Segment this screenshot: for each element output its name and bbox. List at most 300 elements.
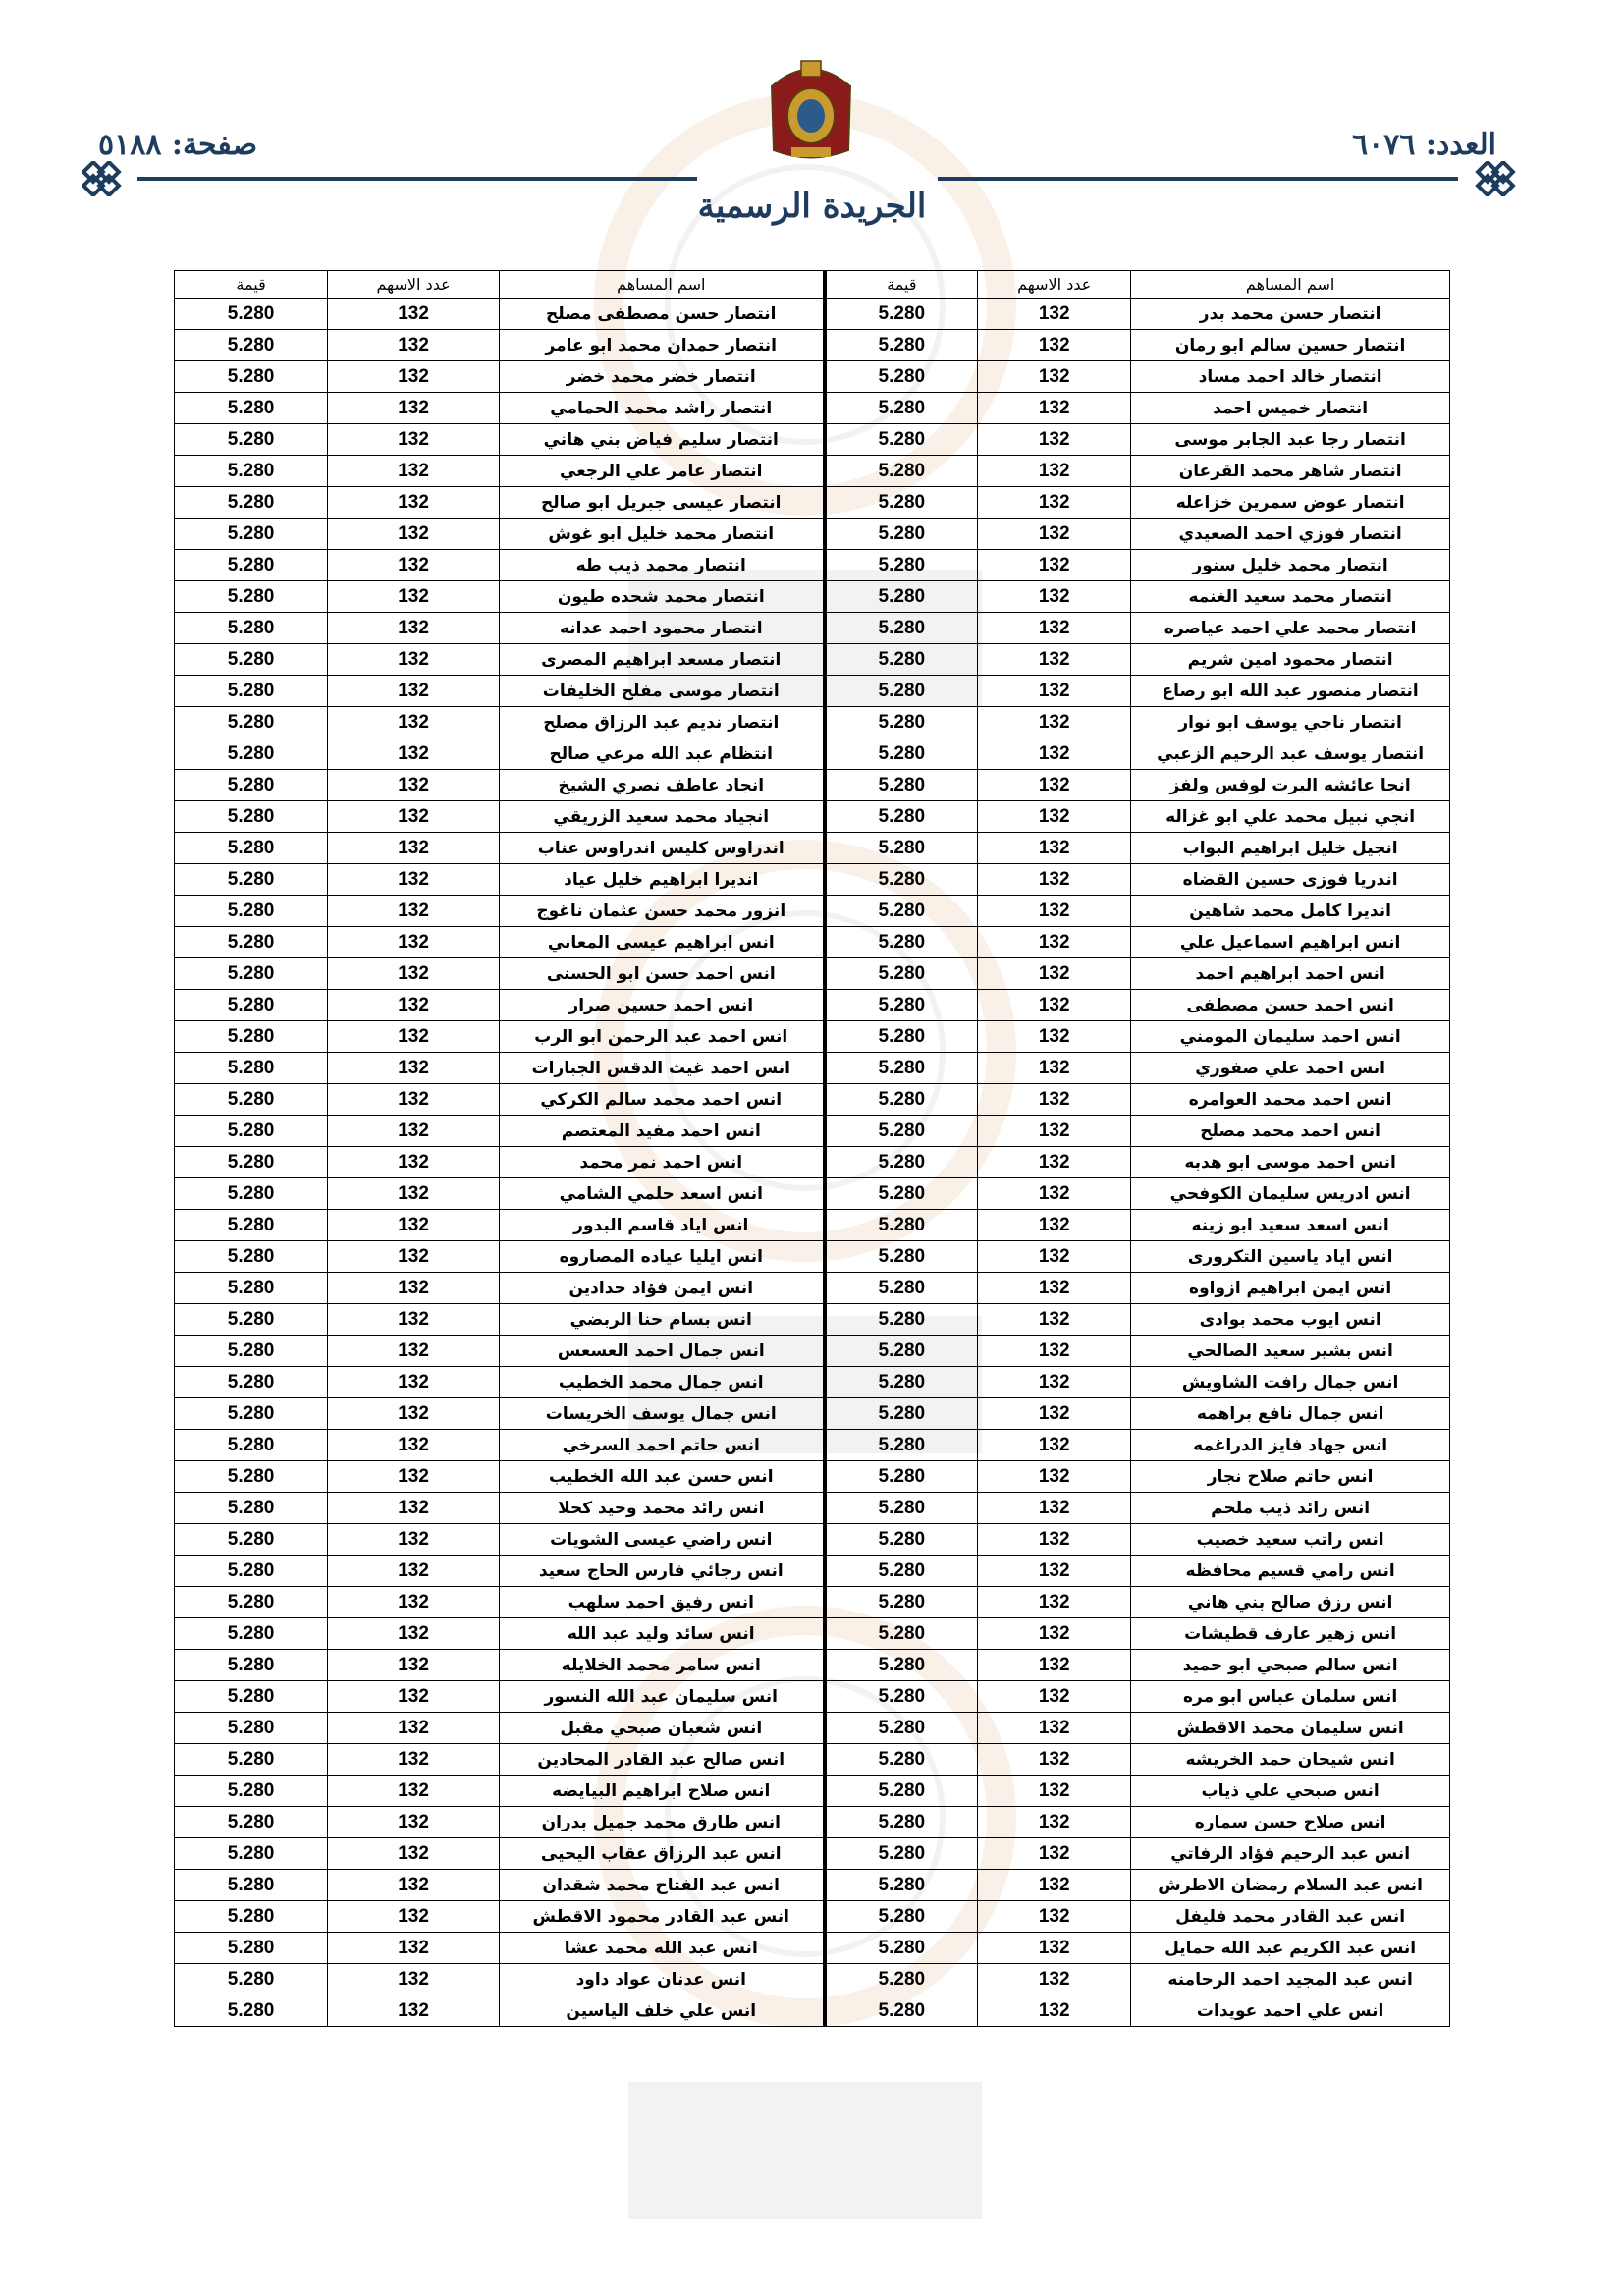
cell-name: انس احمد محمد العوامره: [1131, 1084, 1450, 1116]
cell-name: انس عبد القادر محمد فليفل: [1131, 1901, 1450, 1933]
cell-shares: 132: [978, 990, 1131, 1021]
cell-value: 5.280: [175, 1461, 328, 1493]
cell-value: 5.280: [175, 1241, 328, 1273]
cell-shares: 132: [328, 361, 500, 393]
cell-value: 5.280: [175, 1147, 328, 1178]
cell-name: انس رائد محمد وحيد كحلا: [500, 1493, 825, 1524]
table-row: [175, 738, 1450, 770]
cell-shares: 132: [978, 1304, 1131, 1336]
cell-name: انس ابراهيم اسماعيل علي: [1131, 927, 1450, 958]
cell-name: انس احمد حسين صرار: [500, 990, 825, 1021]
cell-shares: 132: [978, 1618, 1131, 1650]
table-row: [175, 550, 1450, 581]
cell-name: انس عبد الكريم عبد الله حمايل: [1131, 1933, 1450, 1964]
cell-value: 5.280: [175, 801, 328, 833]
cell-value: 5.280: [825, 1398, 978, 1430]
cell-shares: 132: [328, 1021, 500, 1053]
cell-value: 5.280: [175, 1807, 328, 1838]
table-row: [175, 770, 1450, 801]
cell-shares: 132: [328, 927, 500, 958]
table-row: [175, 1210, 1450, 1241]
cell-shares: 132: [978, 644, 1131, 676]
table-row: [175, 393, 1450, 424]
cell-shares: 132: [328, 958, 500, 990]
cell-shares: 132: [328, 770, 500, 801]
table-row: [175, 1807, 1450, 1838]
column-header-name: اسم المساهم: [500, 271, 825, 299]
table-row: [175, 487, 1450, 519]
cell-name: انتصار محمد ذيب طه: [500, 550, 825, 581]
cell-shares: 132: [978, 581, 1131, 613]
cell-shares: 132: [328, 1713, 500, 1744]
cell-shares: 132: [328, 896, 500, 927]
cell-name: انس احمد حسن مصطفى: [1131, 990, 1450, 1021]
cell-value: 5.280: [825, 1901, 978, 1933]
table-header-row: [175, 271, 1450, 299]
cell-shares: 132: [328, 1336, 500, 1367]
table-row: [175, 1838, 1450, 1870]
cell-name: انس ايمن فؤاد حدادين: [500, 1273, 825, 1304]
table-row: [175, 864, 1450, 896]
cell-name: انس احمد عبد الرحمن ابو الرب: [500, 1021, 825, 1053]
cell-value: 5.280: [825, 1273, 978, 1304]
table-row: [175, 581, 1450, 613]
cell-name: انس سلمان عباس ابو مره: [1131, 1681, 1450, 1713]
cell-value: 5.280: [825, 1430, 978, 1461]
cell-name: انس جهاد فايز الدراغمه: [1131, 1430, 1450, 1461]
cell-value: 5.280: [825, 1053, 978, 1084]
cell-value: 5.280: [825, 1933, 978, 1964]
table-row: [175, 1556, 1450, 1587]
cell-shares: 132: [978, 361, 1131, 393]
cell-value: 5.280: [825, 519, 978, 550]
cell-value: 5.280: [825, 487, 978, 519]
cell-shares: 132: [978, 1901, 1131, 1933]
table-row: [175, 1367, 1450, 1398]
cell-name: انجا عائشه البرت لوفس ولفز: [1131, 770, 1450, 801]
cell-name: انس عبد الرحيم فؤاد الرفاتي: [1131, 1838, 1450, 1870]
cell-value: 5.280: [825, 1713, 978, 1744]
cell-name: انس ادريس سليمان الكوفحي: [1131, 1178, 1450, 1210]
cell-name: انتصار مسعد ابراهيم المصرى: [500, 644, 825, 676]
cell-shares: 132: [978, 1964, 1131, 1995]
cell-name: انس اسعد حلمي الشامي: [500, 1178, 825, 1210]
cell-shares: 132: [978, 1744, 1131, 1776]
cell-value: 5.280: [175, 927, 328, 958]
table-row: [175, 1524, 1450, 1556]
cell-name: انس حاتم احمد السرخي: [500, 1430, 825, 1461]
cell-name: انس اياد ياسين التكرورى: [1131, 1241, 1450, 1273]
cell-name: انتصار محمد شحده طيون: [500, 581, 825, 613]
cell-name: انس احمد مفيد المعتصم: [500, 1116, 825, 1147]
cell-value: 5.280: [825, 1178, 978, 1210]
cell-name: انديرا كامل محمد شاهين: [1131, 896, 1450, 927]
cell-name: انس سائد وليد عبد الله: [500, 1618, 825, 1650]
cell-shares: 132: [978, 958, 1131, 990]
cell-shares: 132: [328, 1398, 500, 1430]
cell-shares: 132: [978, 833, 1131, 864]
issue-number: العدد: ٦٠٧٦: [1351, 128, 1496, 162]
cell-name: انس احمد علي صفوري: [1131, 1053, 1450, 1084]
cell-value: 5.280: [825, 330, 978, 361]
cell-shares: 132: [328, 613, 500, 644]
cell-name: انس جمال محمد الخطيب: [500, 1367, 825, 1398]
cell-name: انس راتب سعيد خصيب: [1131, 1524, 1450, 1556]
cell-shares: 132: [978, 1524, 1131, 1556]
cell-value: 5.280: [825, 1556, 978, 1587]
cell-name: انس صالح عبد القادر المحادين: [500, 1744, 825, 1776]
cell-shares: 132: [978, 1776, 1131, 1807]
table-row: [175, 1933, 1450, 1964]
cell-name: انتصار محمد سعيد الغنمه: [1131, 581, 1450, 613]
cell-shares: 132: [328, 519, 500, 550]
cell-value: 5.280: [175, 676, 328, 707]
cell-name: انس جمال نافع براهمه: [1131, 1398, 1450, 1430]
header-rule-right: [938, 177, 1458, 181]
cell-value: 5.280: [175, 393, 328, 424]
cell-value: 5.280: [175, 1587, 328, 1618]
table-row: [175, 833, 1450, 864]
table-row: [175, 1587, 1450, 1618]
cell-shares: 132: [328, 1681, 500, 1713]
cell-shares: 132: [978, 299, 1131, 330]
column-header-shares: عدد الاسهم: [328, 271, 500, 299]
cell-shares: 132: [328, 1367, 500, 1398]
table-row: [175, 1744, 1450, 1776]
cell-name: انس حسن عبد الله الخطيب: [500, 1461, 825, 1493]
table-row: [175, 1147, 1450, 1178]
cell-shares: 132: [328, 1995, 500, 2027]
cell-shares: 132: [328, 393, 500, 424]
cell-shares: 132: [328, 456, 500, 487]
cell-shares: 132: [328, 1838, 500, 1870]
cell-value: 5.280: [825, 1336, 978, 1367]
cell-value: 5.280: [175, 1210, 328, 1241]
cell-shares: 132: [978, 1241, 1131, 1273]
cell-name: انس رفيق احمد سلهب: [500, 1587, 825, 1618]
cell-value: 5.280: [175, 1524, 328, 1556]
cell-shares: 132: [328, 1210, 500, 1241]
cell-name: انجاد عاطف نصري الشيخ: [500, 770, 825, 801]
cell-value: 5.280: [825, 770, 978, 801]
cell-value: 5.280: [175, 1367, 328, 1398]
cell-shares: 132: [328, 833, 500, 864]
cell-name: انس احمد حسن ابو الحسنى: [500, 958, 825, 990]
cell-shares: 132: [328, 1147, 500, 1178]
cell-shares: 132: [978, 1021, 1131, 1053]
cell-shares: 132: [328, 1807, 500, 1838]
cell-value: 5.280: [175, 1021, 328, 1053]
column-header-name: اسم المساهم: [1131, 271, 1450, 299]
cell-shares: 132: [978, 1147, 1131, 1178]
cell-value: 5.280: [175, 581, 328, 613]
cell-shares: 132: [978, 1210, 1131, 1241]
cell-name: انتصار موسى مفلح الخليفات: [500, 676, 825, 707]
cell-shares: 132: [328, 1524, 500, 1556]
cell-name: انس عبد السلام رمضان الاطرش: [1131, 1870, 1450, 1901]
cell-name: انتصار خضر محمد خضر: [500, 361, 825, 393]
cell-value: 5.280: [825, 1524, 978, 1556]
cell-shares: 132: [328, 1178, 500, 1210]
cell-value: 5.280: [175, 1178, 328, 1210]
cell-value: 5.280: [175, 738, 328, 770]
cell-shares: 132: [978, 456, 1131, 487]
table-row: [175, 424, 1450, 456]
table-row: [175, 1273, 1450, 1304]
cell-shares: 132: [328, 990, 500, 1021]
cell-shares: 132: [328, 1461, 500, 1493]
cell-value: 5.280: [175, 1744, 328, 1776]
table-row: [175, 361, 1450, 393]
table-row: [175, 896, 1450, 927]
cell-name: انتصار يوسف عبد الرحيم الزعبي: [1131, 738, 1450, 770]
cell-value: 5.280: [825, 613, 978, 644]
cell-shares: 132: [978, 424, 1131, 456]
table-body: [175, 299, 1450, 2027]
cell-shares: 132: [328, 1650, 500, 1681]
cell-value: 5.280: [825, 833, 978, 864]
cell-shares: 132: [328, 550, 500, 581]
cell-shares: 132: [978, 1713, 1131, 1744]
cell-shares: 132: [328, 644, 500, 676]
cell-name: انس ايمن ابراهيم ازواوه: [1131, 1273, 1450, 1304]
cell-name: انزور محمد حسن عثمان ناغوج: [500, 896, 825, 927]
column-header-shares: عدد الاسهم: [978, 271, 1131, 299]
header-rule-left: [137, 177, 697, 181]
cell-shares: 132: [328, 1587, 500, 1618]
cell-shares: 132: [328, 1493, 500, 1524]
cell-name: انس جمال يوسف الخريسات: [500, 1398, 825, 1430]
cell-value: 5.280: [175, 1116, 328, 1147]
cell-value: 5.280: [825, 550, 978, 581]
cell-name: انس اسعد سعيد ابو زينه: [1131, 1210, 1450, 1241]
cell-name: انس عدنان عواد داود: [500, 1964, 825, 1995]
cell-value: 5.280: [175, 707, 328, 738]
cell-name: انتصار حسين سالم ابو رمان: [1131, 330, 1450, 361]
cell-shares: 132: [978, 487, 1131, 519]
cell-value: 5.280: [825, 1838, 978, 1870]
table-row: [175, 1021, 1450, 1053]
cell-shares: 132: [978, 1053, 1131, 1084]
cell-shares: 132: [328, 1116, 500, 1147]
cell-value: 5.280: [175, 487, 328, 519]
cell-shares: 132: [328, 1053, 500, 1084]
cell-name: انس عبد القادر محمود الاقطش: [500, 1901, 825, 1933]
table-row: [175, 1901, 1450, 1933]
cell-shares: 132: [978, 927, 1131, 958]
cell-name: انتصار خميس احمد: [1131, 393, 1450, 424]
page-header: [0, 39, 1624, 246]
cell-name: اندريا فوزى حسين القضاه: [1131, 864, 1450, 896]
royal-emblem-icon: [762, 57, 860, 165]
cell-shares: 132: [978, 1430, 1131, 1461]
cell-name: انتصار منصور عبد الله ابو رصاع: [1131, 676, 1450, 707]
cell-value: 5.280: [175, 456, 328, 487]
cell-value: 5.280: [175, 1995, 328, 2027]
cell-shares: 132: [328, 1084, 500, 1116]
cell-name: انس صلاح ابراهيم البيايضه: [500, 1776, 825, 1807]
cell-name: انس احمد سليمان المومني: [1131, 1021, 1450, 1053]
cell-shares: 132: [328, 707, 500, 738]
cell-value: 5.280: [175, 1304, 328, 1336]
cell-value: 5.280: [825, 1084, 978, 1116]
table-row: [175, 330, 1450, 361]
cell-value: 5.280: [825, 958, 978, 990]
cell-name: انس رزق صالح بني هاني: [1131, 1587, 1450, 1618]
cell-value: 5.280: [825, 1304, 978, 1336]
cell-name: انتصار نديم عبد الرزاق مصلح: [500, 707, 825, 738]
table-row: [175, 1681, 1450, 1713]
cell-name: انتصار حمدان محمد ابو عامر: [500, 330, 825, 361]
cell-name: انس جمال رافت الشاويش: [1131, 1367, 1450, 1398]
cell-value: 5.280: [825, 1681, 978, 1713]
cell-shares: 132: [328, 1964, 500, 1995]
cell-name: انس عبد الله محمد عشا: [500, 1933, 825, 1964]
cell-shares: 132: [978, 1650, 1131, 1681]
table-row: [175, 1995, 1450, 2027]
cell-name: انس صبحي علي ذياب: [1131, 1776, 1450, 1807]
cell-name: انتصار محمد خليل ابو غوش: [500, 519, 825, 550]
cell-value: 5.280: [175, 1776, 328, 1807]
cell-shares: 132: [328, 738, 500, 770]
table-row: [175, 456, 1450, 487]
cell-value: 5.280: [825, 1021, 978, 1053]
cell-value: 5.280: [175, 1336, 328, 1367]
cell-value: 5.280: [825, 361, 978, 393]
cell-name: انتصار حسن محمد بدر: [1131, 299, 1450, 330]
cell-shares: 132: [328, 1744, 500, 1776]
cell-value: 5.280: [825, 1744, 978, 1776]
cell-value: 5.280: [825, 1587, 978, 1618]
cell-shares: 132: [328, 1870, 500, 1901]
cell-value: 5.280: [175, 1964, 328, 1995]
cell-name: انس سامر محمد الخلايله: [500, 1650, 825, 1681]
cell-name: انس علي احمد عويدات: [1131, 1995, 1450, 2027]
cell-name: انس اياد قاسم البدور: [500, 1210, 825, 1241]
cell-value: 5.280: [825, 1650, 978, 1681]
table-row: [175, 1398, 1450, 1430]
table-row: [175, 927, 1450, 958]
cell-value: 5.280: [175, 990, 328, 1021]
cell-value: 5.280: [825, 644, 978, 676]
cell-shares: 132: [978, 738, 1131, 770]
cell-shares: 132: [978, 613, 1131, 644]
cell-name: انس زهير عارف قطيشات: [1131, 1618, 1450, 1650]
cell-shares: 132: [978, 393, 1131, 424]
cell-value: 5.280: [175, 299, 328, 330]
cell-name: انجي نبيل محمد علي ابو غزاله: [1131, 801, 1450, 833]
cell-value: 5.280: [825, 581, 978, 613]
cell-value: 5.280: [175, 896, 328, 927]
column-header-value: قيمة: [175, 271, 328, 299]
cell-name: انس احمد نمر محمد: [500, 1147, 825, 1178]
cell-value: 5.280: [175, 1273, 328, 1304]
cell-shares: 132: [978, 550, 1131, 581]
cell-value: 5.280: [825, 1461, 978, 1493]
cell-shares: 132: [978, 1273, 1131, 1304]
cell-shares: 132: [328, 864, 500, 896]
cell-value: 5.280: [175, 958, 328, 990]
cell-name: انس علي خلف الياسين: [500, 1995, 825, 2027]
cell-shares: 132: [328, 1901, 500, 1933]
cell-value: 5.280: [175, 519, 328, 550]
table-row: [175, 1178, 1450, 1210]
page-number: صفحة: ٥١٨٨: [98, 128, 258, 162]
cell-value: 5.280: [175, 1430, 328, 1461]
cell-shares: 132: [978, 1398, 1131, 1430]
cell-name: انس رجائي فارس الحاج سعيد: [500, 1556, 825, 1587]
cell-name: انتصار محمود احمد عدانه: [500, 613, 825, 644]
cell-value: 5.280: [175, 330, 328, 361]
cell-name: انجيل خليل ابراهيم البواب: [1131, 833, 1450, 864]
cell-value: 5.280: [825, 1241, 978, 1273]
cell-value: 5.280: [825, 1807, 978, 1838]
cell-name: انتصار شاهر محمد القرعان: [1131, 456, 1450, 487]
cell-value: 5.280: [175, 1870, 328, 1901]
cell-value: 5.280: [825, 864, 978, 896]
table-row: [175, 1053, 1450, 1084]
cell-value: 5.280: [175, 1901, 328, 1933]
page-title: الجريدة الرسمية: [697, 187, 927, 226]
cell-name: انس شعبان صبحي مقبل: [500, 1713, 825, 1744]
cell-name: انس طارق محمد جميل بدران: [500, 1807, 825, 1838]
table-row: [175, 676, 1450, 707]
cell-value: 5.280: [175, 1053, 328, 1084]
cell-value: 5.280: [175, 550, 328, 581]
cell-shares: 132: [328, 1776, 500, 1807]
cell-value: 5.280: [175, 1084, 328, 1116]
cell-name: انس ابراهيم عيسى المعاني: [500, 927, 825, 958]
cell-name: انس عبد الرزاق عقاب اليحيى: [500, 1838, 825, 1870]
cell-value: 5.280: [825, 1618, 978, 1650]
cell-name: انس بسام حنا الربضي: [500, 1304, 825, 1336]
cell-shares: 132: [978, 1807, 1131, 1838]
cell-name: انس حاتم صلاح نجار: [1131, 1461, 1450, 1493]
cell-name: انس بشير سعيد الصالحي: [1131, 1336, 1450, 1367]
cell-name: انس احمد غيث الدقس الجبارات: [500, 1053, 825, 1084]
cell-value: 5.280: [175, 613, 328, 644]
cell-name: انتصار عيسى جبريل ابو صالح: [500, 487, 825, 519]
cell-shares: 132: [328, 676, 500, 707]
cell-name: انس جمال احمد العسعس: [500, 1336, 825, 1367]
cell-value: 5.280: [825, 1964, 978, 1995]
cell-name: انتصار فوزي احمد الصعيدي: [1131, 519, 1450, 550]
table-row: [175, 1776, 1450, 1807]
cell-shares: 132: [978, 864, 1131, 896]
cell-name: انس احمد محمد مصلح: [1131, 1116, 1450, 1147]
cell-name: انتصار حسن مصطفى مصلح: [500, 299, 825, 330]
table-row: [175, 1493, 1450, 1524]
cell-name: انس ايليا عياده المصاروه: [500, 1241, 825, 1273]
cell-shares: 132: [978, 896, 1131, 927]
cell-shares: 132: [978, 770, 1131, 801]
table-row: [175, 299, 1450, 330]
column-header-value: قيمة: [825, 271, 978, 299]
cell-shares: 132: [328, 801, 500, 833]
cell-name: انتصار محمود امين شريم: [1131, 644, 1450, 676]
cell-shares: 132: [978, 1178, 1131, 1210]
cell-shares: 132: [978, 1336, 1131, 1367]
table-row: [175, 1964, 1450, 1995]
cell-shares: 132: [328, 581, 500, 613]
cell-shares: 132: [978, 1461, 1131, 1493]
table-row: [175, 1116, 1450, 1147]
cell-value: 5.280: [175, 1398, 328, 1430]
cell-name: انتصار رجا عبد الجابر موسى: [1131, 424, 1450, 456]
cell-name: انس ايوب محمد بوادى: [1131, 1304, 1450, 1336]
cell-shares: 132: [978, 801, 1131, 833]
cell-value: 5.280: [175, 864, 328, 896]
